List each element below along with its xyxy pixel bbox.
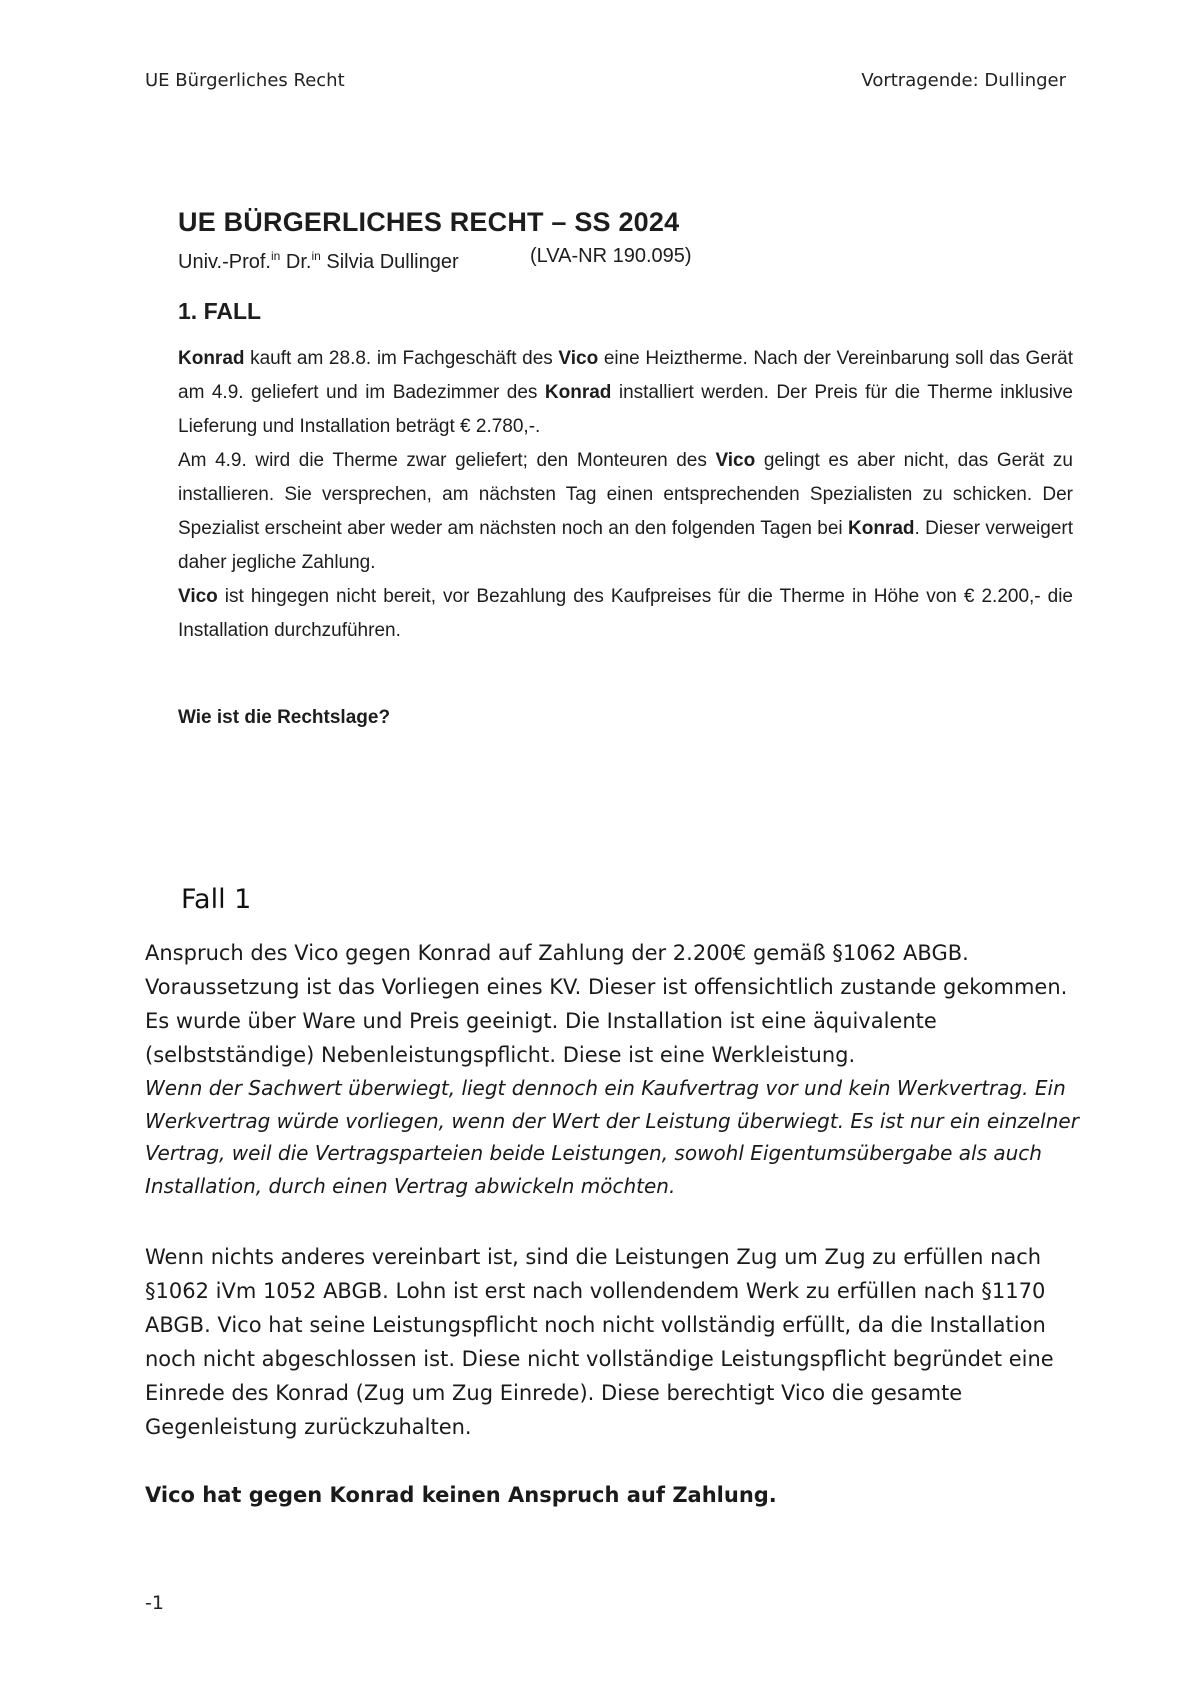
text-run: installiert werden. Der Preis für die Therme inklusive Lieferung und Installation beträgt € 2.780,-. <box>178 382 1073 437</box>
header-course-title: UE Bürgerliches Recht <box>145 70 345 91</box>
text-run: ist hingegen nicht bereit, vor Bezahlung des Kaufpreises für die Therme in Höhe von € 2.200,- die Installation durchzuführen. <box>178 586 1073 641</box>
header-lecturer: Vortragende: Dullinger <box>861 70 1066 91</box>
lva-number: (LVA-NR 190.095) <box>530 245 692 267</box>
answer-body <box>145 936 1085 1512</box>
name-bold: Konrad <box>544 382 612 403</box>
excerpt-fall-heading: 1. FALL <box>178 298 262 324</box>
name-bold: Vico <box>715 450 756 471</box>
text-run: kauft am 28.8. im Fachgeschäft des <box>244 348 559 369</box>
subtitle-prefix: Univ.-Prof. <box>178 251 271 273</box>
spacer <box>145 1444 1085 1478</box>
page-number: -1 <box>145 1592 164 1614</box>
text-run: . Dieser verweigert daher jegliche Zahlung. <box>178 518 1073 573</box>
excerpt-body <box>178 342 1073 648</box>
name-bold: Vico <box>178 586 218 607</box>
subtitle-sup: in <box>270 249 281 263</box>
section-heading: Fall 1 <box>181 884 252 915</box>
excerpt-paragraph <box>178 444 1073 580</box>
italic-paragraph: Wenn der Sachwert überwiegt, liegt dennoch ein Kaufvertrag vor und kein Werkvertrag. Ein Werkvertrag würde vorliegen, wenn der Wert der Leistung überwiegt. Es ist nur ein einzelner Vertrag, weil die Vertragsparteien beide Leistungen, sowohl Eigentumsübergabe als auch Installation, durch einen Vertrag abwickeln möchten. <box>145 1076 1079 1198</box>
text-run: eine Heiztherme. Nach der Vereinbarung soll das Gerät am 4.9. geliefert und im Badezimmer des <box>178 348 1073 403</box>
name-bold: Konrad <box>178 348 245 369</box>
excerpt-paragraph <box>178 342 1073 444</box>
subtitle-name: Silvia Dullinger <box>320 251 459 273</box>
excerpt-title: UE BÜRGERLICHES RECHT – SS 2024 <box>178 207 680 237</box>
spacer <box>145 1202 1085 1240</box>
case-excerpt-image <box>178 204 1078 728</box>
excerpt-paragraph <box>178 580 1073 648</box>
conclusion: Vico hat gegen Konrad keinen Anspruch auf Zahlung. <box>145 1483 777 1507</box>
subtitle-mid: Dr. <box>280 251 312 273</box>
subtitle-sup: in <box>311 249 321 263</box>
paragraph: Wenn nichts anderes vereinbart ist, sind die Leistungen Zug um Zug zu erfüllen nach §1062 iVm 1052 ABGB. Lohn ist erst nach vollendendem Werk zu erfüllen nach §1170 ABGB. Vico hat seine Leistungspflicht noch nicht vollständig erfüllt, da die Installation noch nicht abgeschlossen ist. Diese nicht vollständige Leistungspflicht begründet eine Einrede des Konrad (Zug um Zug Einrede). Diese berechtigt Vico die gesamte Gegenleistung zurückzuhalten. <box>145 1245 1054 1439</box>
text-run: Am 4.9. wird die Therme zwar geliefert; den Monteuren des <box>178 450 716 471</box>
text-run: gelingt es aber nicht, das Gerät zu installieren. Sie versprechen, am nächsten Tag einen entsprechenden Spezialisten zu schicken. Der Spezialist erscheint aber weder am nächsten noch an den folgenden Tagen bei <box>178 450 1073 539</box>
excerpt-question: Wie ist die Rechtslage? <box>178 707 391 728</box>
name-bold: Konrad <box>848 518 915 539</box>
claim-line: Anspruch des Vico gegen Konrad auf Zahlung der 2.200€ gemäß §1062 ABGB. <box>145 941 969 965</box>
paragraph: Voraussetzung ist das Vorliegen eines KV. Dieser ist offensichtlich zustande gekommen. Es wurde über Ware und Preis geeinigt. Die Installation ist eine äquivalente (selbstständige) Nebenleistungspflicht. Diese ist eine Werkleistung. <box>145 975 1068 1067</box>
excerpt-subtitle <box>178 240 1078 278</box>
name-bold: Vico <box>558 348 599 369</box>
